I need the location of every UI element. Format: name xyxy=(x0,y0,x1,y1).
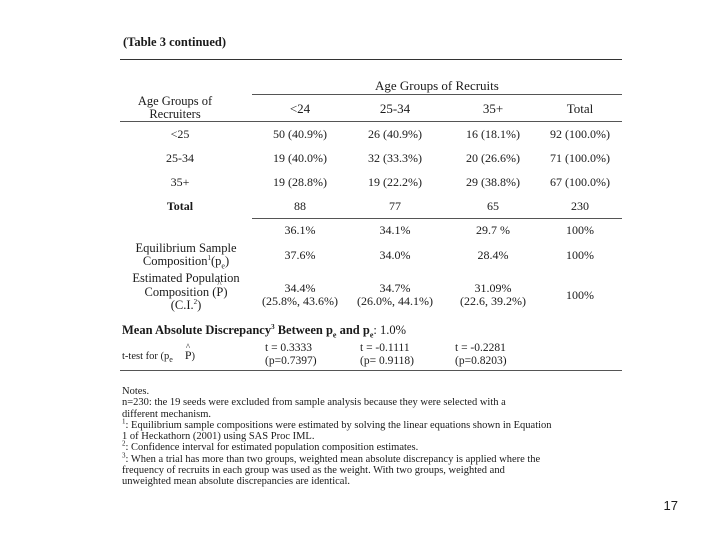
mad-line: Mean Absolute Discrepancy$^3$ Between $p_e$ and $p_e$: 1.0% xyxy=(122,322,407,340)
group-rule xyxy=(252,94,622,95)
ttest-label: t-test for ($p_e\^{}$ P) xyxy=(122,349,195,363)
table-cell: 100% xyxy=(566,288,594,302)
column-header-25-34: 25-34 xyxy=(379,101,411,116)
table-cell: 37.6% xyxy=(284,248,316,262)
ttest-cell: t = -0.2281 (p=0.8203) xyxy=(455,342,507,367)
bottom-rule xyxy=(120,370,622,371)
row-header-title: Age Groups of Recruiters xyxy=(137,94,213,121)
table-cell: 50 (40.9%) xyxy=(273,127,327,141)
table-cell: 19 (28.8%) xyxy=(273,175,327,189)
ttest-cell: t = -0.1111 (p= 0.9118) xyxy=(360,342,414,367)
table-cell: 32 (33.3%) xyxy=(368,151,422,165)
table-cell: 34.1% xyxy=(379,223,411,237)
table-cell: 67 (100.0%) xyxy=(550,175,610,189)
table-cell: 29.7 % xyxy=(476,223,510,237)
estimated-label: Estimated Population Composition (^ P) (C.I.$^2$) xyxy=(122,272,250,313)
column-header-lt24: <24 xyxy=(289,101,311,116)
row-label: Total xyxy=(166,199,194,213)
table-cell: 19 (22.2%) xyxy=(368,175,422,189)
table-cell: 34.0% xyxy=(379,248,411,262)
table-cell: 16 (18.1%) xyxy=(466,127,520,141)
table-cell: 26 (40.9%) xyxy=(368,127,422,141)
table-cell: 65 xyxy=(487,199,499,213)
column-group-title: Age Groups of Recruits xyxy=(375,78,499,93)
table-cell: 100% xyxy=(566,223,594,237)
table-cell: 230 xyxy=(571,199,589,213)
table-cell: 92 (100.0%) xyxy=(550,127,610,141)
equilibrium-label: Equilibrium Sample $Composition^1(p_e)$ xyxy=(135,241,237,271)
table-notes: Notes. n=230: the 19 seeds were excluded from sample analysis because they were selected with a different mechanism. $^1$: Equilibrium sample compositions were estimated by solving the linear equations shown in Equation 1 of Heckathorn (2001) using SAS Proc IML. $^2$: Confidence interval for estimated population composition estimates. $^3$: When a trial has more than two groups, weighted mean absolute discrepancy is applied where the frequency of recruits in each group was used as the weight. With two groups, weighted and unweighted mean absolute discrepancies are identical. xyxy=(122,386,552,488)
table-cell: 88 xyxy=(294,199,306,213)
table-cell: 31.09% (22.6, 39.2%) xyxy=(460,281,526,308)
column-header-35plus: 35+ xyxy=(482,101,504,116)
table-cell: 34.7% (26.0%, 44.1%) xyxy=(357,281,433,308)
body-rule xyxy=(252,218,622,219)
table-caption: (Table 3 continued) xyxy=(123,35,227,49)
table-cell: 20 (26.6%) xyxy=(466,151,520,165)
table-cell: 29 (38.8%) xyxy=(466,175,520,189)
column-header-total: Total xyxy=(566,101,594,116)
table-cell: 77 xyxy=(389,199,401,213)
page-number: 17 xyxy=(663,498,678,513)
table-cell: 100% xyxy=(566,248,594,262)
table-cell: 19 (40.0%) xyxy=(273,151,327,165)
row-label: 25-34 xyxy=(166,151,194,165)
table-cell: 71 (100.0%) xyxy=(550,151,610,165)
row-label: <25 xyxy=(170,127,190,141)
table-cell: 34.4% (25.8%, 43.6%) xyxy=(262,281,338,308)
ttest-cell: t = 0.3333 (p=0.7397) xyxy=(265,342,317,367)
row-label: 35+ xyxy=(170,175,190,189)
header-rule xyxy=(120,121,622,122)
table-cell: 36.1% xyxy=(284,223,316,237)
top-rule xyxy=(120,59,622,60)
table-cell: 28.4% xyxy=(477,248,509,262)
